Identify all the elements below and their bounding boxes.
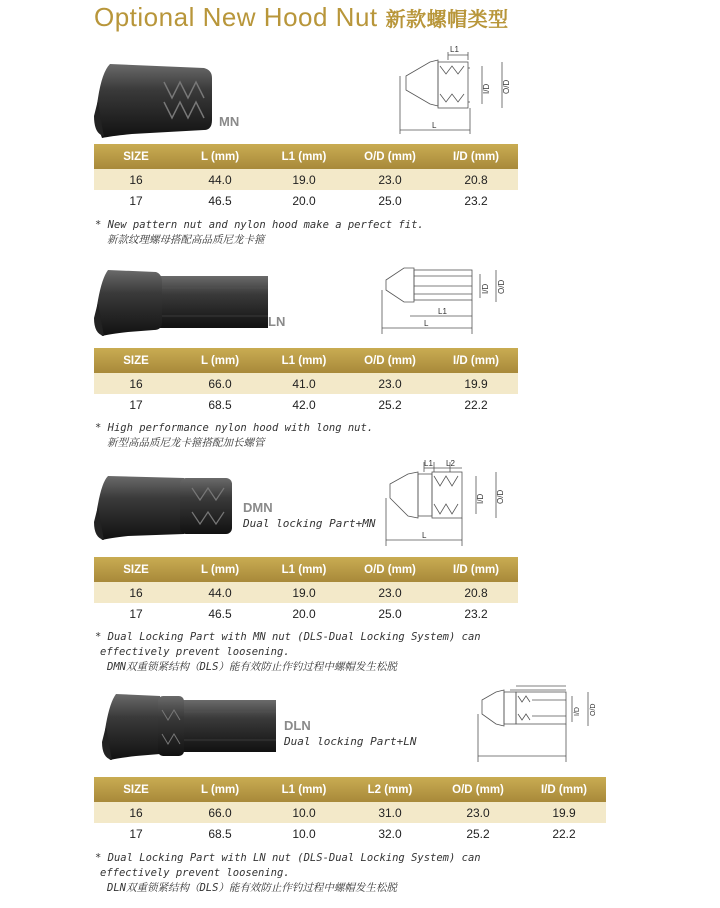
table-header: L (mm) (178, 144, 262, 169)
ln-dim-l: L (424, 319, 429, 328)
mn-note (95, 218, 424, 248)
table-cell: 20.0 (262, 603, 346, 624)
table-header: O/D (mm) (346, 348, 434, 373)
table-cell: 44.0 (178, 582, 262, 603)
table-cell: 31.0 (346, 802, 434, 823)
table-header: SIZE (94, 777, 178, 802)
table-cell: 25.0 (346, 603, 434, 624)
note-line: * New pattern nut and nylon hood make a perfect fit. (95, 219, 424, 231)
table-header-row (94, 777, 606, 802)
table-header: SIZE (94, 348, 178, 373)
table-header: O/D (mm) (346, 557, 434, 582)
page-title (94, 2, 509, 33)
dmn-dim-l1: L1 (424, 459, 433, 468)
table-header: I/D (mm) (434, 348, 518, 373)
table-cell: 66.0 (178, 373, 262, 394)
table-cell: 16 (94, 373, 178, 394)
dmn-dimension-drawing (384, 458, 524, 546)
table-cell: 17 (94, 190, 178, 211)
table-header: L1 (mm) (262, 777, 346, 802)
table-row (94, 603, 518, 624)
dmn-dim-od: O/D (496, 489, 505, 504)
note-line: * High performance nylon hood with long nut. (95, 422, 374, 434)
table-header: L (mm) (178, 348, 262, 373)
ln-dim-id: I/D (481, 283, 490, 294)
dln-spec-table (94, 777, 606, 844)
note-line: DLN双重锁紧结构（DLS）能有效防止作钓过程中螺帽发生松脱 (107, 882, 397, 894)
ln-dim-l1: L1 (438, 307, 447, 316)
mn-product-photo (92, 58, 222, 140)
table-row (94, 169, 518, 190)
table-cell: 32.0 (346, 823, 434, 844)
note-line: * Dual Locking Part with MN nut (DLS-Dual Locking System) can (95, 631, 481, 643)
dln-note (95, 851, 481, 896)
table-cell: 22.2 (434, 394, 518, 415)
table-row (94, 394, 518, 415)
mn-dim-od: O/D (502, 79, 511, 94)
note-line: 新型高品质尼龙卡箍搭配加长螺管 (107, 437, 265, 449)
table-cell: 16 (94, 582, 178, 603)
dln-dimension-drawing (474, 682, 614, 762)
table-cell: 17 (94, 603, 178, 624)
mn-dim-l: L (432, 121, 437, 130)
table-header-row (94, 144, 518, 169)
table-cell: 23.0 (346, 169, 434, 190)
table-cell: 25.0 (346, 190, 434, 211)
dln-dim-id: I/D (574, 707, 581, 716)
page-title-en: Optional New Hood Nut (94, 2, 378, 32)
table-cell: 16 (94, 169, 178, 190)
table-cell: 19.0 (262, 169, 346, 190)
table-cell: 19.9 (434, 373, 518, 394)
ln-dim-od: O/D (497, 279, 506, 294)
table-header-row (94, 557, 518, 582)
table-header: I/D (mm) (434, 557, 518, 582)
table-header: SIZE (94, 144, 178, 169)
table-header: L1 (mm) (262, 348, 346, 373)
table-header: L (mm) (178, 557, 262, 582)
table-cell: 10.0 (262, 823, 346, 844)
table-cell: 19.9 (522, 802, 606, 823)
ln-product-photo (92, 266, 272, 338)
note-line: effectively prevent loosening. (100, 867, 290, 879)
table-cell: 44.0 (178, 169, 262, 190)
table-row (94, 190, 518, 211)
dmn-subtitle: Dual locking Part+MN (243, 517, 376, 530)
dln-model-label: DLN (284, 718, 311, 733)
table-cell: 23.2 (434, 603, 518, 624)
mn-dim-l1: L1 (450, 46, 459, 54)
table-header: SIZE (94, 557, 178, 582)
ln-model-label: LN (268, 314, 286, 329)
table-cell: 16 (94, 802, 178, 823)
table-header: L1 (mm) (262, 144, 346, 169)
table-cell: 25.2 (346, 394, 434, 415)
ln-spec-table (94, 348, 518, 415)
dmn-dim-id: I/D (476, 493, 485, 504)
mn-dimension-drawing (396, 46, 526, 134)
table-cell: 20.0 (262, 190, 346, 211)
note-line: effectively prevent loosening. (100, 646, 290, 658)
table-header: O/D (mm) (346, 144, 434, 169)
dmn-note (95, 630, 481, 675)
table-cell: 22.2 (522, 823, 606, 844)
mn-dim-id: I/D (482, 83, 491, 94)
table-cell: 23.0 (346, 373, 434, 394)
table-header: O/D (mm) (434, 777, 522, 802)
dln-dim-od: O/D (590, 703, 597, 716)
table-row (94, 823, 606, 844)
dmn-dim-l: L (422, 531, 427, 540)
table-cell: 10.0 (262, 802, 346, 823)
table-header: I/D (mm) (522, 777, 606, 802)
mn-model-label: MN (219, 114, 240, 129)
table-cell: 19.0 (262, 582, 346, 603)
ln-dimension-drawing (380, 262, 520, 334)
table-cell: 41.0 (262, 373, 346, 394)
table-header: I/D (mm) (434, 144, 518, 169)
table-cell: 20.8 (434, 582, 518, 603)
dmn-model-label: DMN (243, 500, 273, 515)
mn-spec-table (94, 144, 518, 211)
table-header: L (mm) (178, 777, 262, 802)
table-cell: 68.5 (178, 823, 262, 844)
table-cell: 23.0 (434, 802, 522, 823)
ln-note (95, 421, 373, 451)
note-line: DMN双重锁紧结构（DLS）能有效防止作钓过程中螺帽发生松脱 (107, 661, 397, 673)
table-cell: 23.0 (346, 582, 434, 603)
note-line: 新款纹理螺母搭配高品质尼龙卡箍 (107, 234, 265, 246)
table-cell: 20.8 (434, 169, 518, 190)
table-header: L2 (mm) (346, 777, 434, 802)
table-cell: 17 (94, 823, 178, 844)
page-title-cn: 新款螺帽类型 (385, 7, 509, 31)
table-cell: 46.5 (178, 603, 262, 624)
table-row (94, 802, 606, 823)
table-cell: 68.5 (178, 394, 262, 415)
dmn-spec-table (94, 557, 518, 624)
dmn-dim-l2: L2 (446, 459, 455, 468)
table-row (94, 373, 518, 394)
table-row (94, 582, 518, 603)
dmn-product-photo (92, 470, 242, 542)
table-cell: 23.2 (434, 190, 518, 211)
table-cell: 25.2 (434, 823, 522, 844)
table-cell: 42.0 (262, 394, 346, 415)
dln-product-photo (100, 690, 280, 762)
table-header: L1 (mm) (262, 557, 346, 582)
note-line: * Dual Locking Part with LN nut (DLS-Dual Locking System) can (95, 852, 481, 864)
table-cell: 66.0 (178, 802, 262, 823)
table-cell: 46.5 (178, 190, 262, 211)
table-cell: 17 (94, 394, 178, 415)
dln-subtitle: Dual locking Part+LN (284, 735, 417, 748)
table-header-row (94, 348, 518, 373)
